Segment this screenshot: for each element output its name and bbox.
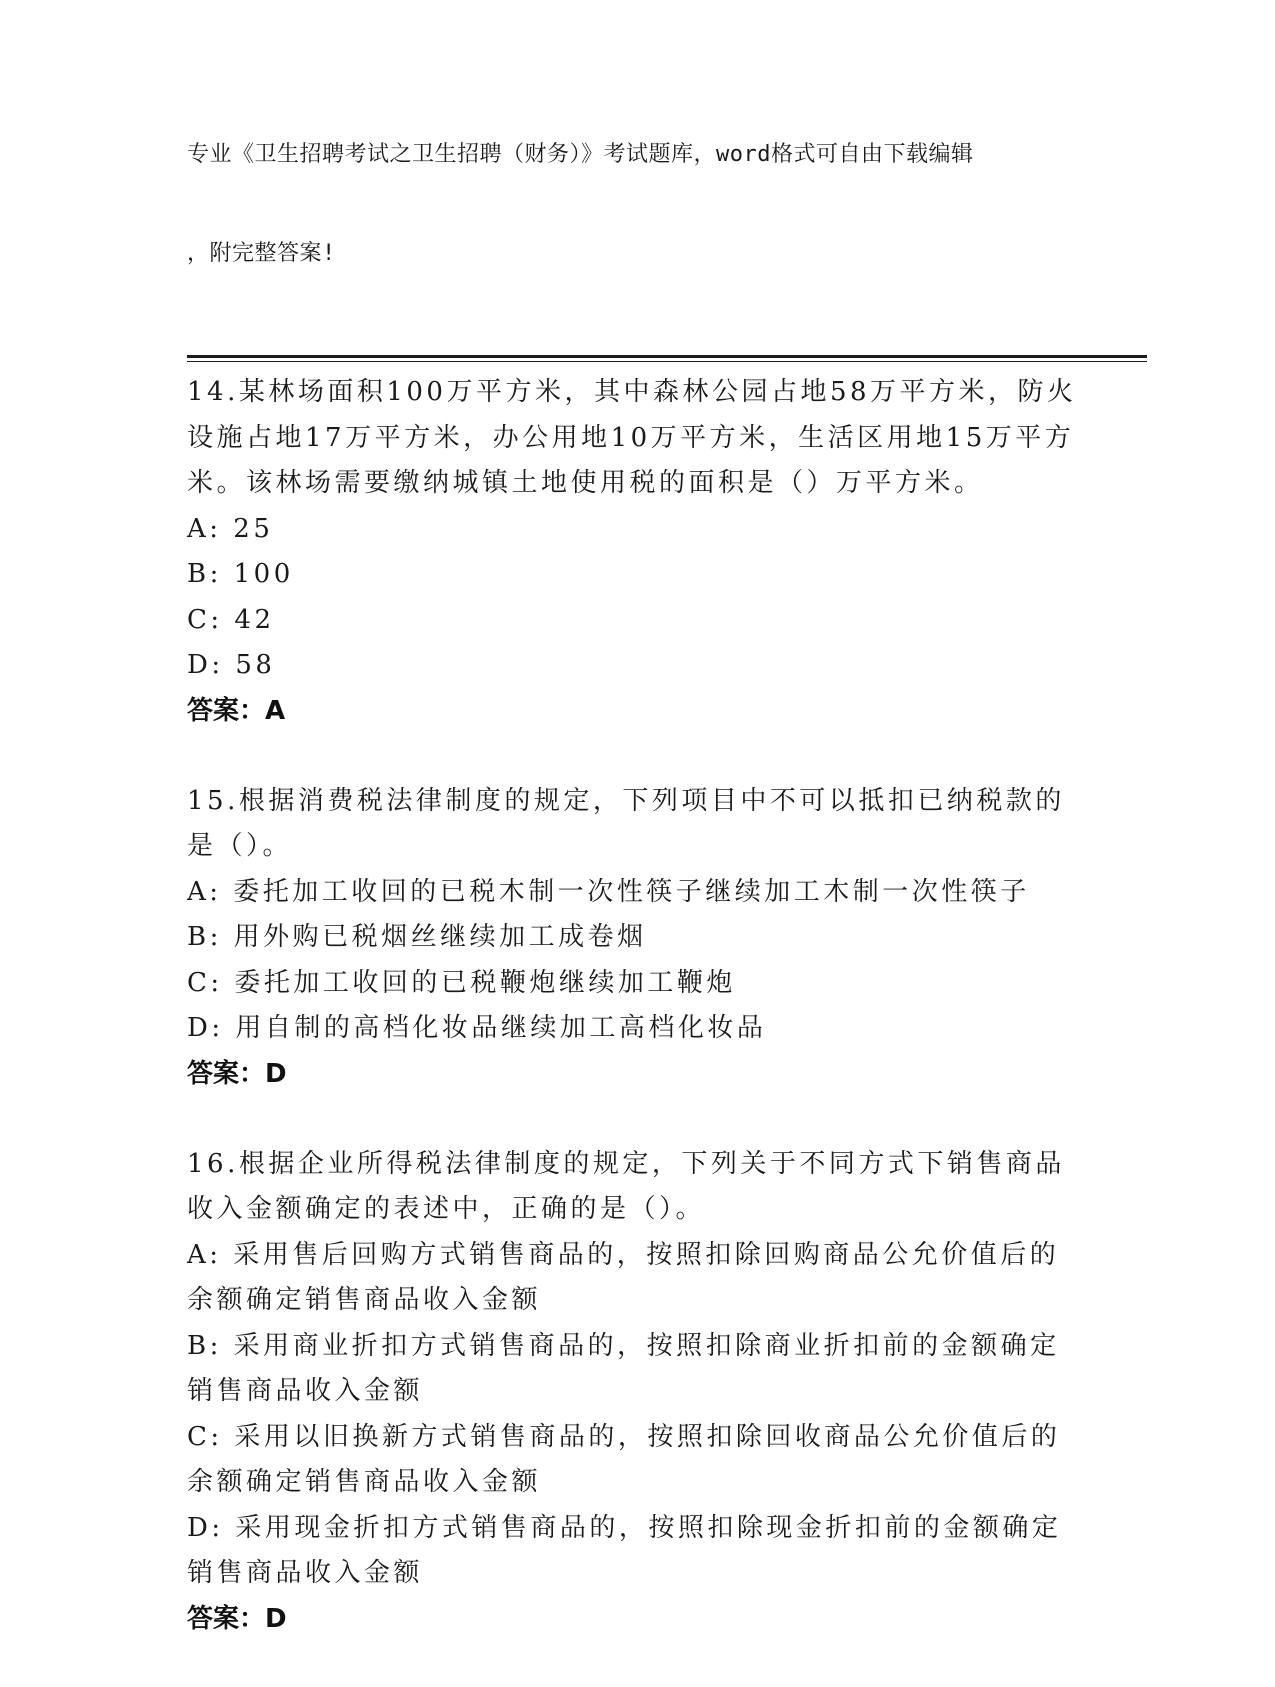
document-header xyxy=(187,72,1147,336)
option-d: D: 用自制的高档化妆品继续加工高档化妆品 xyxy=(187,1013,767,1043)
option-d: D: 采用现金折扣方式销售商品的，按照扣除现金折扣前的金额确定销售商品收入金额 xyxy=(187,1512,1062,1588)
answer-line xyxy=(187,689,1147,734)
option-b: B: 采用商业折扣方式销售商品的，按照扣除商业折扣前的金额确定销售商品收入金额 xyxy=(187,1330,1060,1406)
answer-line xyxy=(187,1597,1147,1642)
question-stem: 15.根据消费税法律制度的规定，下列项目中不可以抵扣已纳税款的是（）。 xyxy=(187,785,1065,861)
header-divider xyxy=(187,355,1147,362)
option-a: A: 委托加工收回的已税木制一次性筷子继续加工木制一次性筷子 xyxy=(187,876,1030,907)
question-15 xyxy=(187,779,1147,1097)
answer-label: 答案： xyxy=(187,1603,266,1634)
option-b: B: 100 xyxy=(187,559,294,589)
option-d: D: 58 xyxy=(187,650,276,680)
header-line-2: ，附完整答案! xyxy=(187,241,336,266)
answer-label: 答案： xyxy=(187,1058,266,1089)
question-list xyxy=(187,370,1147,1642)
option-c: C: 42 xyxy=(187,604,275,635)
question-16 xyxy=(187,1142,1147,1642)
answer-value: D xyxy=(265,1603,287,1634)
question-14 xyxy=(187,370,1147,734)
document-page xyxy=(187,72,1147,1687)
answer-value: D xyxy=(265,1058,287,1089)
option-c: C: 采用以旧换新方式销售商品的，按照扣除回收商品公允价值后的余额确定销售商品收入金额 xyxy=(187,1421,1061,1497)
header-line-1: 专业《卫生招聘考试之卫生招聘（财务）》考试题库，word格式可自由下载编辑 xyxy=(187,142,974,167)
option-c: C: 委托加工收回的已税鞭炮继续加工鞭炮 xyxy=(187,967,736,998)
answer-label: 答案： xyxy=(187,695,266,726)
option-a: A: 25 xyxy=(187,513,274,544)
answer-line xyxy=(187,1052,1147,1097)
option-b: B: 用外购已税烟丝继续加工成卷烟 xyxy=(187,922,647,952)
question-stem: 16.根据企业所得税法律制度的规定，下列关于不同方式下销售商品收入金额确定的表述中，正确的是（）。 xyxy=(187,1148,1065,1224)
answer-value: A xyxy=(265,695,286,726)
option-a: A: 采用售后回购方式销售商品的，按照扣除回购商品公允价值后的余额确定销售商品收入金额 xyxy=(187,1239,1060,1315)
question-stem: 14.某林场面积100万平方米，其中森林公园占地58万平方米，防火设施占地17万平方米，办公用地10万平方米，生活区用地15万平方米。该林场需要缴纳城镇土地使用税的面积是（）万平方米。 xyxy=(187,377,1077,498)
